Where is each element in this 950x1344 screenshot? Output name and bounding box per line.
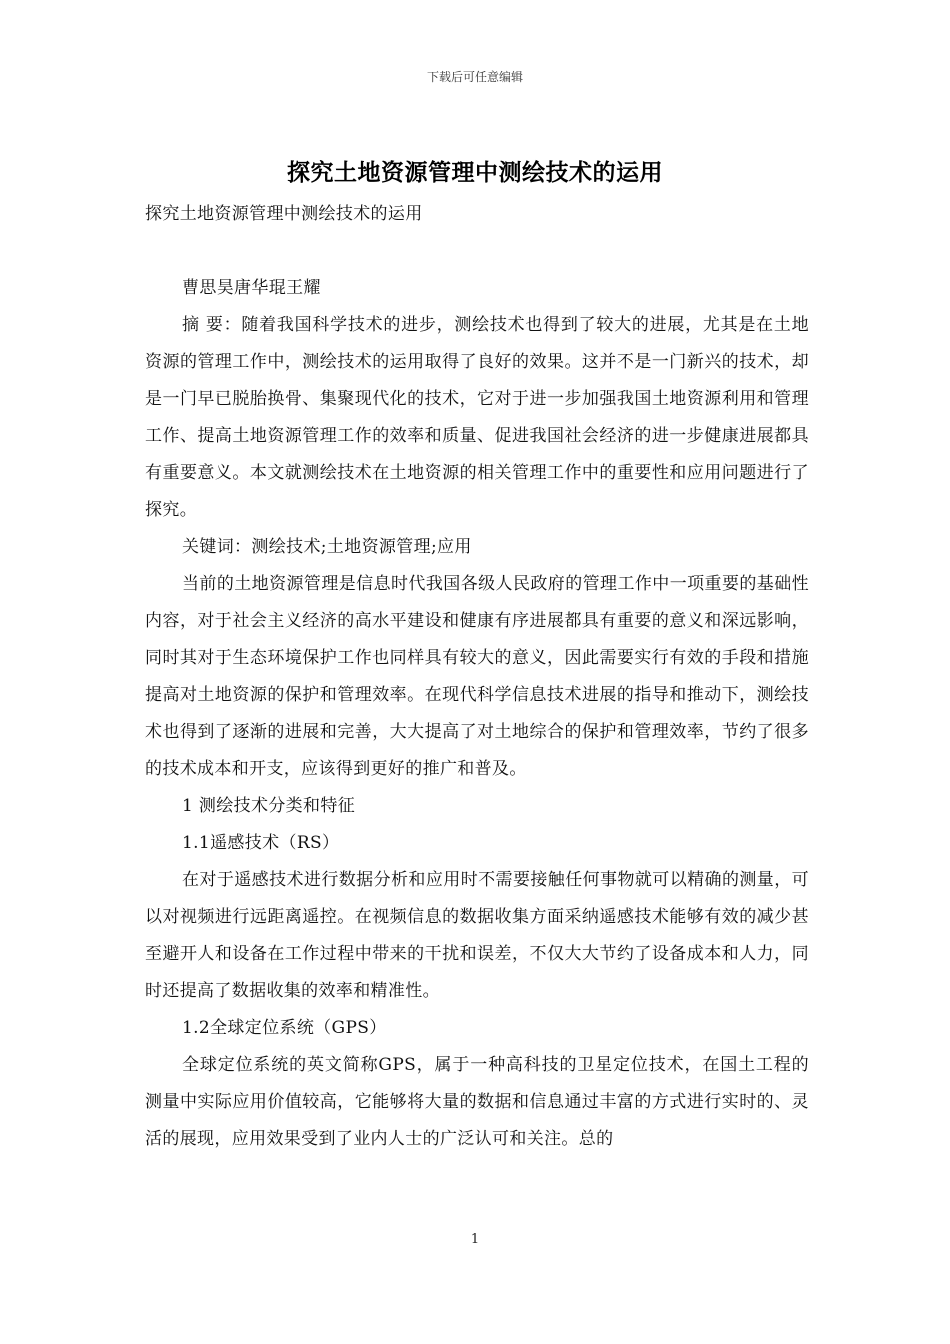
document-title: 探究土地资源管理中测绘技术的运用 bbox=[287, 159, 663, 186]
page-number: 1 bbox=[470, 1232, 480, 1247]
keywords-line: 关键词：测绘技术;土地资源管理;应用 bbox=[182, 537, 472, 557]
section-1-2-paragraph: 全球定位系统的英文简称GPS，属于一种高科技的卫星定位技术，在国土工程的测量中实际应用价值较高，它能够将大量的数据和信息通过丰富的方式进行实时的、灵活的展现，应用效果受到了业内人士的广泛认可和关注。总的 bbox=[145, 1055, 809, 1149]
section-heading-1: 1 测绘技术分类和特征 bbox=[182, 796, 356, 816]
document-subtitle: 探究土地资源管理中测绘技术的运用 bbox=[145, 204, 423, 224]
section-heading-1-1: 1.1遥感技术（RS） bbox=[182, 833, 340, 853]
intro-paragraph: 当前的土地资源管理是信息时代我国各级人民政府的管理工作中一项重要的基础性内容，对于社会主义经济的高水平建设和健康有序进展都具有重要的意义和深远影响，同时其对于生态环境保护工作也同样具有较大的意义，因此需要实行有效的手段和措施提高对土地资源的保护和管理效率。在现代科学信息技术进展的指导和推动下，测绘技术也得到了逐渐的进展和完善，大大提高了对土地综合的保护和管理效率，节约了很多的技术成本和开支，应该得到更好的推广和普及。 bbox=[145, 574, 809, 779]
document-body bbox=[145, 196, 809, 1158]
header-note: 下载后可任意编辑 bbox=[426, 70, 523, 84]
section-heading-1-2: 1.2全球定位系统（GPS） bbox=[182, 1018, 387, 1038]
author-line: 曹思昊唐华琨王耀 bbox=[182, 278, 321, 298]
abstract-paragraph: 摘 要：随着我国科学技术的进步，测绘技术也得到了较大的进展，尤其是在土地资源的管理工作中，测绘技术的运用取得了良好的效果。这并不是一门新兴的技术，却是一门早已脱胎换骨、集聚现代化的技术，它对于进一步加强我国土地资源利用和管理工作、提高土地资源管理工作的效率和质量、促进我国社会经济的进一步健康进展都具有重要意义。本文就测绘技术在土地资源的相关管理工作中的重要性和应用问题进行了探究。 bbox=[145, 315, 809, 520]
section-1-1-paragraph: 在对于遥感技术进行数据分析和应用时不需要接触任何事物就可以精确的测量，可以对视频进行远距离遥控。在视频信息的数据收集方面采纳遥感技术能够有效的减少甚至避开人和设备在工作过程中带来的干扰和误差，不仅大大节约了设备成本和人力，同时还提高了数据收集的效率和精准性。 bbox=[145, 870, 809, 1001]
